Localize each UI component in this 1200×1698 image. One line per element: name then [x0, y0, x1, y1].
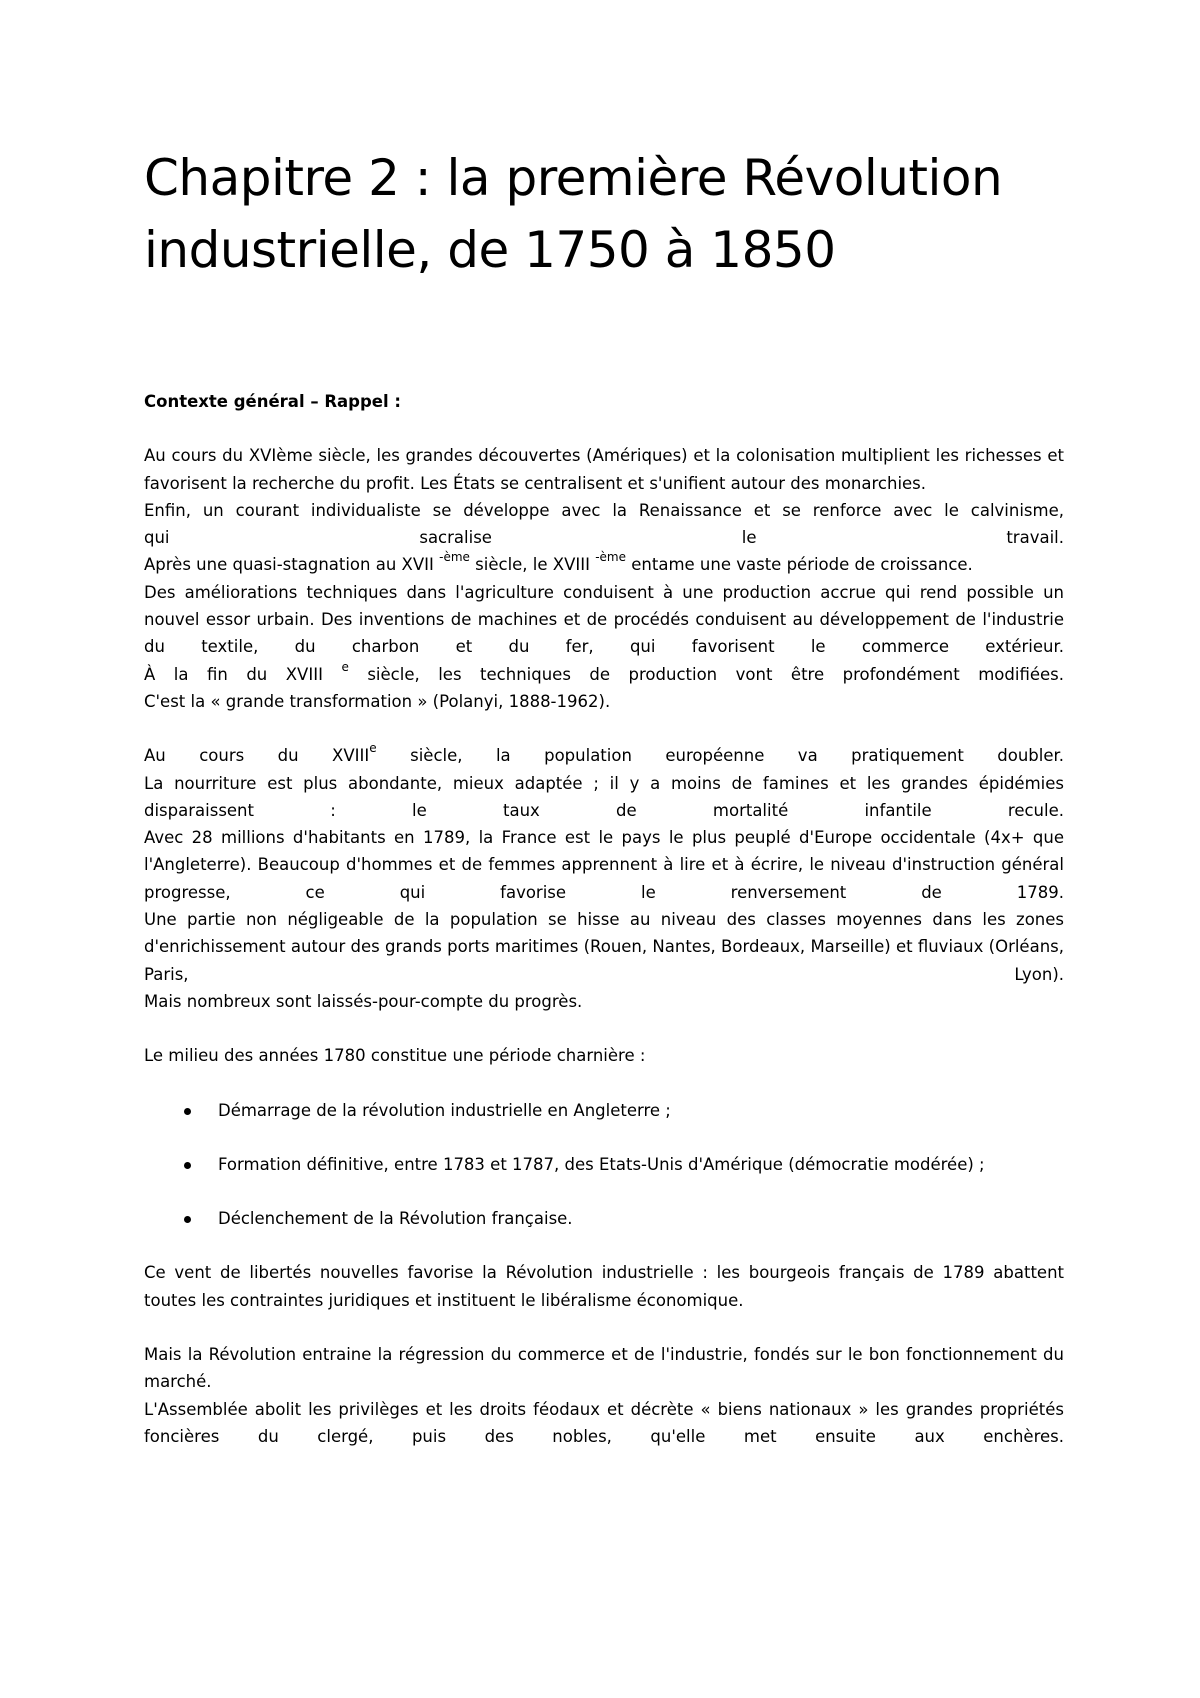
- text-run: Après une quasi-stagnation au XVII: [144, 555, 440, 575]
- section-heading: Contexte général – Rappel :: [144, 392, 401, 411]
- list-item-text: Déclenchement de la Révolution française.: [218, 1209, 573, 1229]
- bullet-icon: [184, 1216, 191, 1223]
- superscript: e: [341, 659, 349, 674]
- list-item: [144, 1151, 1064, 1178]
- superscript: e: [369, 741, 377, 756]
- text-run: siècle, la population européenne va pratiquement doubler.: [376, 746, 1065, 766]
- paragraph-population-2: La nourriture est plus abondante, mieux adaptée ; il y a moins de famines et les grandes épidémies disparaissent : le taux de mortalité infantile recule.: [144, 773, 1064, 820]
- paragraph-regression-1: Mais la Révolution entraine la régression du commerce et de l'industrie, fondés sur le bon fonctionnement du marché.: [144, 1345, 1064, 1392]
- paragraph-population-4: Une partie non négligeable de la population se hisse au niveau des classes moyennes dans les zones d'enrichissement autour des grands ports maritimes (Rouen, Nantes, Bordeaux, Marseille) et fluviaux (Orléans, Paris, Lyon).: [144, 910, 1064, 984]
- paragraph-growth-1: [144, 551, 1064, 578]
- paragraph-liberalism: Ce vent de libertés nouvelles favorise la Révolution industrielle : les bourgeois français de 1789 abattent toutes les contraintes juridiques et instituent le libéralisme économique.: [144, 1263, 1064, 1310]
- paragraph-pivot: Le milieu des années 1780 constitue une période charnière :: [144, 1046, 646, 1066]
- paragraph-population-1: [144, 742, 1064, 769]
- bullet-icon: [184, 1108, 191, 1115]
- paragraph-growth-2: Des améliorations techniques dans l'agriculture conduisent à une production accrue qui rend possible un nouvel essor urbain. Des inventions de machines et de procédés conduisent au développement de l'industrie du textile, du charbon et du fer, qui favorisent le commerce extérieur.: [144, 582, 1064, 657]
- bullet-icon: [184, 1162, 191, 1169]
- bullet-list: [144, 1097, 1064, 1233]
- text-run: Au cours du XVIII: [144, 746, 370, 766]
- text-run: siècle, les techniques de production vont être profondément modifiées.: [348, 664, 1064, 684]
- paragraph-population-5: Mais nombreux sont laissés-pour-compte du progrès.: [144, 991, 583, 1011]
- list-item-text: Formation définitive, entre 1783 et 1787, des Etats-Unis d'Amérique (démocratie modérée) ;: [218, 1154, 985, 1174]
- page-title: Chapitre 2 : la première Révolution industrielle, de 1750 à 1850: [144, 149, 1003, 279]
- list-item: [144, 1097, 1064, 1124]
- paragraph-individualism-2: qui sacralise le travail.: [144, 528, 1064, 548]
- paragraph-growth-4: C'est la « grande transformation » (Polanyi, 1888-1962).: [144, 691, 611, 711]
- text-run: entame une vaste période de croissance.: [626, 555, 973, 575]
- superscript: -ème: [595, 550, 627, 565]
- paragraph-growth-3: [144, 661, 1064, 688]
- text-run: siècle, le XVIII: [469, 555, 596, 575]
- paragraph-renaissance: Au cours du XVIème siècle, les grandes découvertes (Amériques) et la colonisation multiplient les richesses et favorisent la recherche du profit. Les États se centralisent et s'unifient autour des monarchies.: [144, 446, 1064, 493]
- superscript: -ème: [439, 550, 470, 565]
- document-body: [144, 388, 1064, 1450]
- paragraph-regression-2: L'Assemblée abolit les privilèges et les droits féodaux et décrète « biens nationaux » les grandes propriétés foncières du clergé, puis des nobles, qu'elle met ensuite aux enchères.: [144, 1399, 1064, 1446]
- text-run: À la fin du XVIII: [144, 664, 342, 684]
- list-item: [144, 1205, 1064, 1232]
- list-item-text: Démarrage de la révolution industrielle en Angleterre ;: [218, 1100, 671, 1120]
- paragraph-individualism-1: Enfin, un courant individualiste se développe avec la Renaissance et se renforce avec le calvinisme,: [144, 500, 1064, 520]
- paragraph-population-3: Avec 28 millions d'habitants en 1789, la France est le pays le plus peuplé d'Europe occidentale (4x+ que l'Angleterre). Beaucoup d'hommes et de femmes apprennent à lire et à écrire, le niveau d'instruction général progresse, ce qui favorise le renversement de 1789.: [144, 828, 1064, 902]
